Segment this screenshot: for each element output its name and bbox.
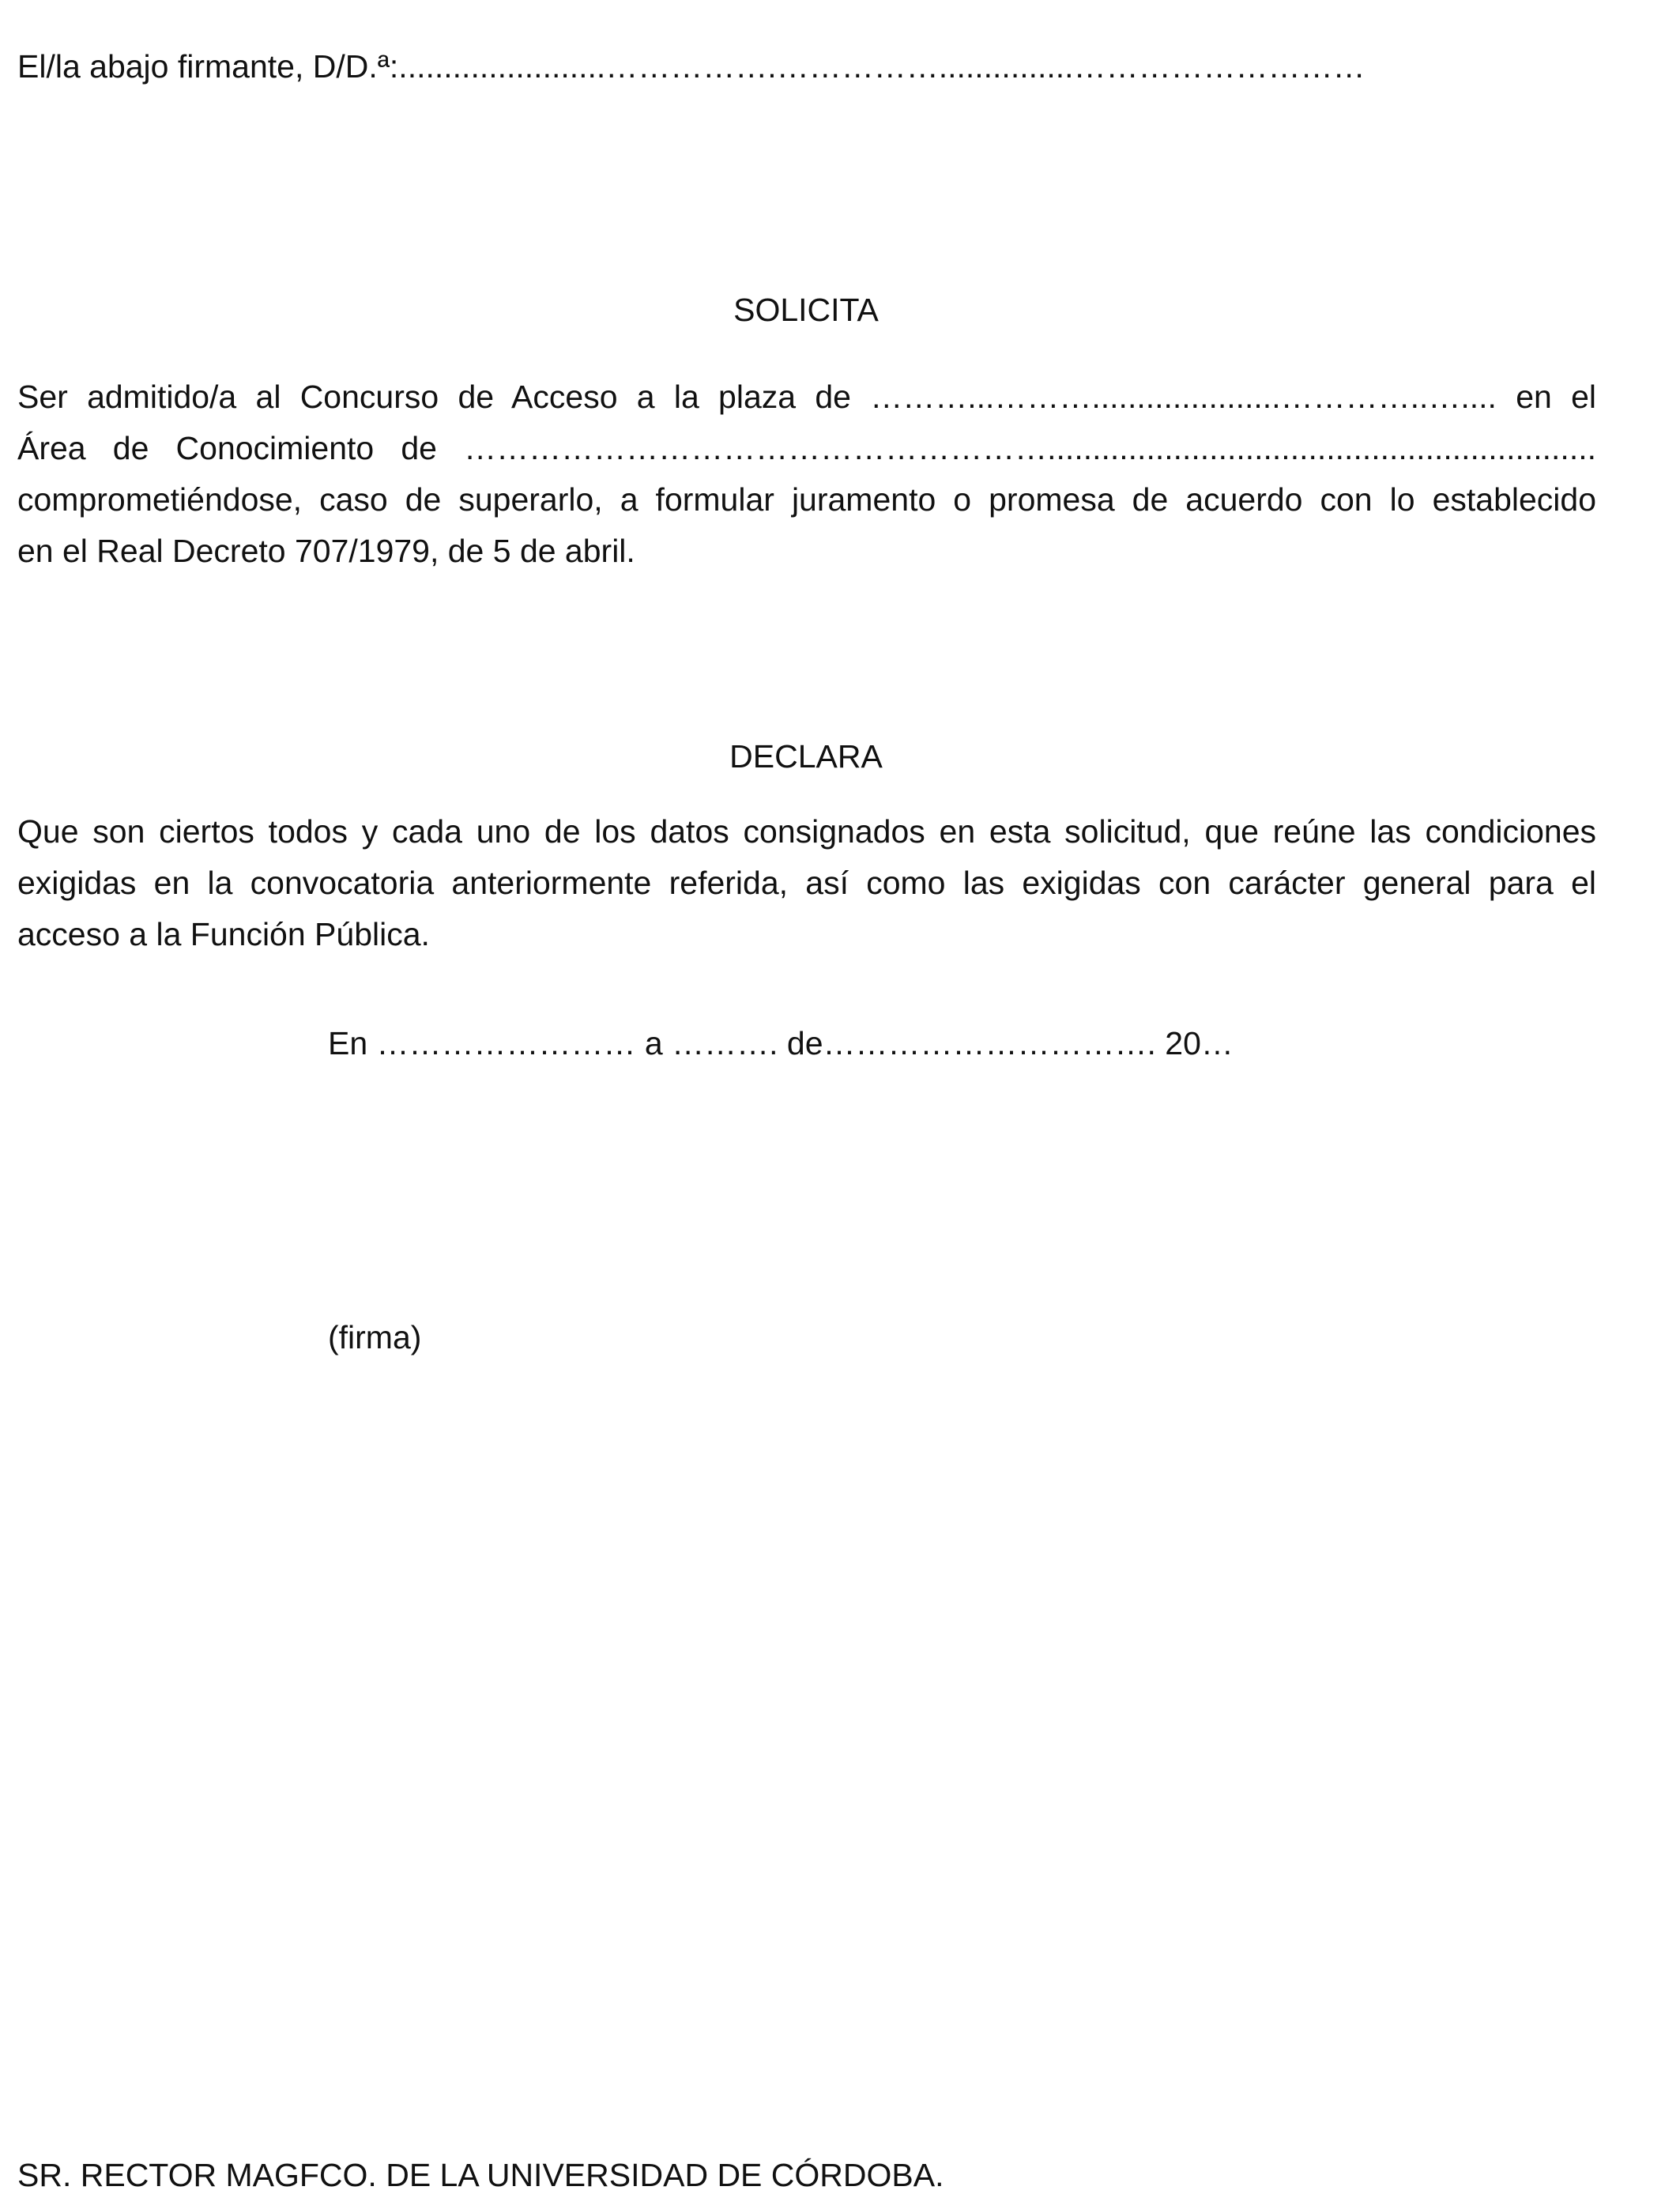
signature-label: (firma): [328, 1319, 422, 1355]
solicita-paragraph: [17, 371, 1596, 577]
declara-line: exigidas en la convocatoria anteriormente referida, así como las exigidas con carácter general para el: [17, 865, 1596, 901]
declara-line: Que son ciertos todos y cada uno de los datos consignados en esta solicitud, que reúne las condiciones: [17, 813, 1596, 850]
declara-line: acceso a la Función Pública.: [17, 916, 430, 952]
solicita-line: Ser admitido/a al Concurso de Acceso a la plaza de ………...……….....................…………..….... en el: [17, 379, 1596, 415]
solicita-line: Área de Conocimiento de ……………………………………………….............................................................: [17, 430, 1596, 466]
declara-paragraph: [17, 806, 1596, 960]
declara-heading: DECLARA: [729, 738, 883, 775]
solicita-line: comprometiéndose, caso de superarlo, a formular juramento o promesa de acuerdo con lo establecido: [17, 481, 1596, 518]
addressee-line: SR. RECTOR MAGFCO. DE LA UNIVERSIDAD DE CÓRDOBA.: [17, 2157, 944, 2193]
place-date-line: En …………………… a ………. de…………………………. 20…: [328, 1025, 1234, 1061]
solicita-heading: SOLICITA: [733, 292, 879, 328]
solicita-line: en el Real Decreto 707/1979, de 5 de abril.: [17, 533, 635, 569]
applicant-name-line: El/la abajo firmante, D/D.ª:.......................…………….……………...............………………………: [17, 48, 1365, 85]
